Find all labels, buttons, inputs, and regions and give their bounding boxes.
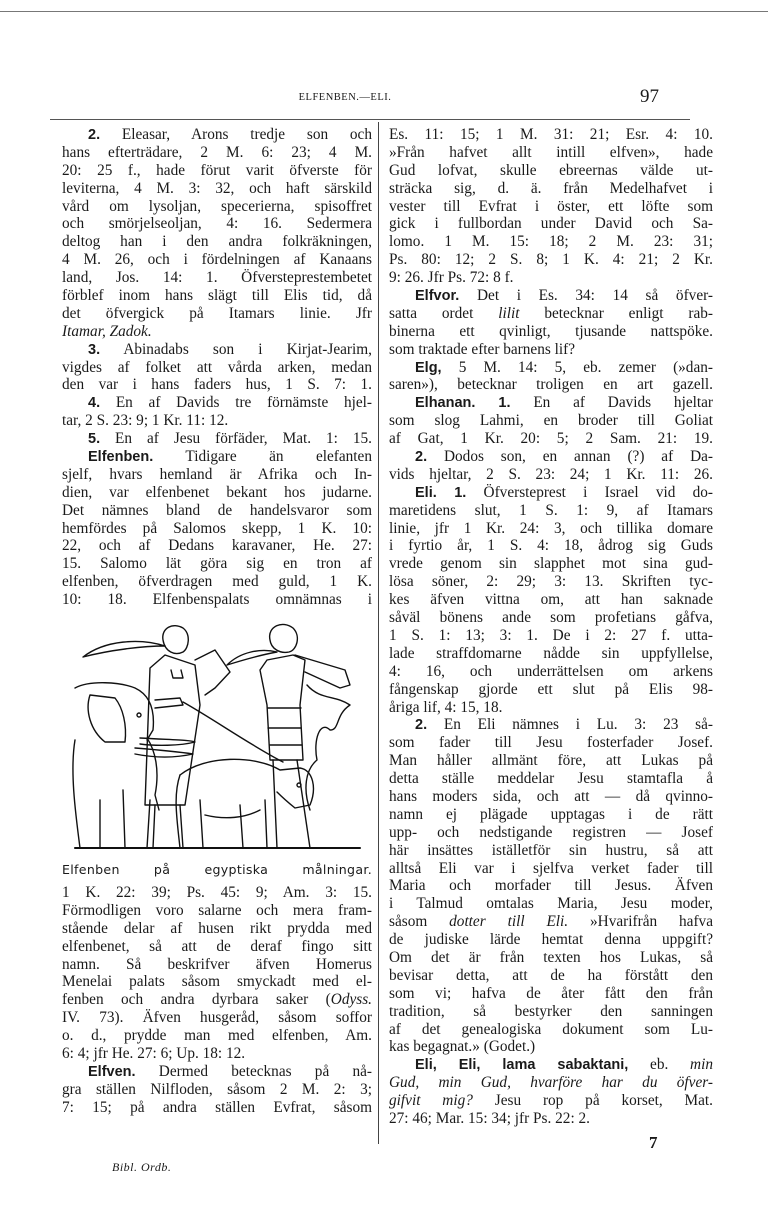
text-line bbox=[389, 520, 713, 538]
text-line bbox=[389, 323, 713, 341]
text-line bbox=[389, 233, 713, 251]
text-line bbox=[389, 627, 713, 645]
text-run: bevisar detta, att de ha förstått den bbox=[389, 966, 713, 984]
text-run: Menelai palats såsom smyckadt med el- bbox=[62, 973, 372, 991]
text-run: gick i fullbordan under David och Sa- bbox=[389, 215, 713, 233]
text-line bbox=[389, 269, 713, 287]
text-line bbox=[389, 1056, 713, 1074]
text-run: tradition, så bestyrker den sanningen bbox=[389, 1002, 713, 1020]
text-run: Öfversteprest i Israel vid do- bbox=[466, 483, 713, 501]
right-column bbox=[389, 126, 713, 1128]
entry-heading: Elhanan. 1. bbox=[415, 395, 511, 412]
text-line bbox=[389, 126, 713, 144]
text-run: Es. 11: 15; 1 M. 31: 21; Esr. 4: 10. bbox=[389, 126, 713, 143]
entry-heading: Eli. 1. bbox=[415, 484, 467, 501]
text-line bbox=[62, 938, 372, 956]
text-run: Man håller allmänt före, att Lukas på bbox=[389, 752, 713, 770]
egyptian-ivory-illustration bbox=[55, 610, 375, 860]
text-run: vids hjeltar, 2 S. 23: 24; 1 Kr. 11: 26. bbox=[389, 465, 713, 483]
text-run: Gud lofvat, skulle ebreernas välde ut- bbox=[389, 161, 713, 179]
text-line bbox=[389, 412, 713, 430]
text-line bbox=[62, 448, 372, 466]
text-run: de judiske lärde hemtat denna uppgift? bbox=[389, 931, 713, 949]
text-run: af det genealogiska dokument som Lu- bbox=[389, 1020, 713, 1038]
text-run: eb. bbox=[628, 1056, 691, 1074]
text-run: såsom bbox=[389, 913, 450, 931]
text-line bbox=[389, 967, 713, 985]
man-carrying-horn bbox=[260, 624, 350, 848]
text-run: Dodos son, en annan (?) af Da- bbox=[427, 448, 713, 466]
italic-text: Gud, min Gud, hvarföre har du öfver- bbox=[389, 1074, 713, 1092]
text-line bbox=[62, 1063, 372, 1081]
text-run: Förmodligen voro salarne och mera fram- bbox=[62, 901, 372, 919]
text-line bbox=[389, 1074, 713, 1092]
text-run: Maria och morfader till Jesus. Äfven bbox=[389, 877, 713, 895]
text-line bbox=[62, 341, 372, 359]
italic-text: Odyss. bbox=[330, 991, 372, 1009]
tusk-carried-left bbox=[83, 641, 165, 657]
text-line bbox=[62, 502, 372, 520]
text-run: elfenben, öfverdragen med guld, 1 K. bbox=[62, 573, 372, 591]
text-line bbox=[62, 323, 372, 341]
entry-heading: 5. bbox=[88, 431, 101, 448]
text-run: IV. 73). Äfven husgeråd, såsom soffor bbox=[62, 1009, 372, 1027]
text-run: fenben och andra dyrbara saker ( bbox=[62, 991, 331, 1009]
text-line bbox=[389, 394, 713, 412]
text-run: lösa söner, 2: 29; 3: 13. Skriften tyc- bbox=[389, 573, 713, 591]
text-run: vård om lysoljan, specerierna, spisoffret bbox=[62, 197, 372, 215]
text-run: gra ställen Nilfloden, såsom 2 M. 2: 3; bbox=[62, 1080, 372, 1098]
entry-heading: Elfvor. bbox=[415, 288, 460, 305]
text-line bbox=[389, 860, 713, 878]
text-run: detta ställe meddelar Jesu stamtafla å bbox=[389, 770, 713, 788]
text-run: 5 M. 14: 5, eb. zemer (»dan- bbox=[441, 358, 713, 376]
text-run: land, Jos. 14: 1. Öfversteprestembetet bbox=[62, 269, 372, 287]
text-line bbox=[62, 269, 372, 287]
text-run: vrede genom sin slapphet mot sina gud- bbox=[389, 555, 713, 573]
text-run: Dermed betecknas på nå- bbox=[135, 1062, 372, 1080]
text-run: sträcka sig, d. ä. från Medelhafvet i bbox=[389, 179, 713, 197]
signature-mark: Bibl. Ordb. bbox=[112, 1160, 172, 1174]
text-line bbox=[62, 1045, 372, 1063]
text-run: En af Davids tre förnämste hjel- bbox=[100, 394, 372, 412]
text-line bbox=[389, 502, 713, 520]
text-run: namn. Så beskrifver äfven Homerus bbox=[62, 955, 372, 973]
text-line bbox=[389, 1092, 713, 1110]
text-run: 7: 15; på andra ställen Evfrat, såsom bbox=[62, 1098, 372, 1116]
text-run: namn ej plägade upptagas i de rätt bbox=[389, 805, 713, 823]
text-run: åriga lif, 4: 15, 18. bbox=[389, 698, 503, 716]
text-line bbox=[389, 1038, 713, 1056]
italic-text: gifvit mig? bbox=[389, 1092, 473, 1110]
text-line bbox=[62, 520, 372, 538]
sheet-number: 7 bbox=[649, 1133, 658, 1152]
text-run: o. d., prydde man med elfenben, Am. bbox=[62, 1027, 372, 1045]
text-line bbox=[389, 985, 713, 1003]
text-line bbox=[62, 162, 372, 180]
text-line bbox=[389, 251, 713, 269]
text-run: 9: 26. Jfr Ps. 72: 8 f. bbox=[389, 269, 514, 287]
text-line bbox=[389, 305, 713, 323]
text-line bbox=[62, 956, 372, 974]
text-line bbox=[62, 305, 372, 323]
text-line bbox=[62, 359, 372, 377]
text-line bbox=[389, 734, 713, 752]
text-run: binerna ett qvinligt, tjusande nattspöke. bbox=[389, 322, 713, 340]
text-run: 6: 4; jfr He. 27: 6; Up. 18: 12. bbox=[62, 1045, 246, 1063]
text-line bbox=[389, 716, 713, 734]
text-run: 15. Salomo lät göra sig en tron af bbox=[62, 555, 372, 573]
text-run: 4 M. 26, och i fördelningen af Kanaans bbox=[62, 251, 372, 269]
text-run: stående delar af husen rikt prydda med bbox=[62, 919, 372, 937]
text-run: hans moders sida, och att — då qvinno- bbox=[389, 787, 713, 805]
text-run: En Eli nämnes i Lu. 3: 23 så- bbox=[427, 716, 713, 734]
text-line bbox=[389, 537, 713, 555]
entry-heading: 2. bbox=[88, 127, 101, 143]
text-line bbox=[389, 430, 713, 448]
italic-text: dotter till Eli. bbox=[449, 913, 569, 931]
text-line bbox=[62, 973, 372, 991]
text-line bbox=[389, 770, 713, 788]
text-line bbox=[62, 1099, 372, 1117]
text-run: här insättes iställetför sin hustru, så att bbox=[389, 841, 713, 859]
text-line bbox=[62, 991, 372, 1009]
text-run: »Från hafvet allt intill elfven», hade bbox=[389, 143, 713, 161]
figure-caption: Elfenben på egyptiska målningar. bbox=[62, 862, 372, 877]
running-header: ELFENBEN.—ELI. bbox=[298, 92, 392, 103]
text-run: Tidigare än elefanten bbox=[153, 448, 372, 466]
text-line bbox=[62, 376, 372, 394]
text-line bbox=[389, 215, 713, 233]
text-run: af Gat, 1 Kr. 20: 5; 2 Sam. 21: 19. bbox=[389, 430, 713, 448]
text-line bbox=[389, 699, 713, 717]
text-run: Ps. 80: 12; 2 S. 8; 1 K. 4: 21; 2 Kr. bbox=[389, 251, 713, 269]
text-run: i fyrtio år, 1 S. 4: 18, ådrog sig Guds bbox=[389, 537, 713, 555]
text-line bbox=[389, 573, 713, 591]
text-line bbox=[389, 681, 713, 699]
text-line bbox=[62, 144, 372, 162]
text-run: dien, var elfenbenet bekant hos judarne. bbox=[62, 483, 372, 501]
text-line bbox=[62, 394, 372, 412]
text-line bbox=[62, 1081, 372, 1099]
text-line bbox=[389, 609, 713, 627]
text-line bbox=[62, 287, 372, 305]
text-run: En af Jesu förfäder, Mat. 1: 15. bbox=[100, 430, 372, 448]
text-run: kas begagnat.» (Godet.) bbox=[389, 1038, 536, 1056]
text-line bbox=[389, 448, 713, 466]
text-line bbox=[389, 162, 713, 180]
text-run: som slog Lahmi, en broder till Goliat bbox=[389, 412, 713, 430]
text-run: maretidens slut, 1 S. 1: 9, af Itamars bbox=[389, 501, 713, 519]
text-line bbox=[62, 126, 372, 144]
text-line bbox=[62, 902, 372, 920]
text-run: lomo. 1 M. 15: 18; 2 M. 23: 31; bbox=[389, 233, 713, 251]
text-line bbox=[389, 341, 713, 359]
text-run: det öfvergick på Itamars linie. Jfr bbox=[62, 304, 372, 322]
text-run: vester till Evfrat i öster, ett löfte som bbox=[389, 197, 713, 215]
italic-text: Itamar, Zadok. bbox=[62, 322, 152, 340]
text-run: hemfördes på Salomos skepp, 1 K. 10: bbox=[62, 519, 372, 537]
text-line bbox=[62, 484, 372, 502]
entry-heading: Elfenben. bbox=[88, 449, 154, 466]
text-run: 1 S. 1: 13; 3: 1. De i 2: 27 f. utta- bbox=[389, 626, 713, 644]
italic-text: lilit bbox=[498, 304, 520, 322]
text-run: 1 K. 22: 39; Ps. 45: 9; Am. 3: 15. bbox=[62, 884, 372, 901]
left-column-top bbox=[62, 126, 372, 609]
text-run: såväl bönens ande som profetians gåfva, bbox=[389, 609, 713, 627]
text-line bbox=[389, 484, 713, 502]
text-run: 22, och af Dedans karavaner, He. 27: bbox=[62, 537, 372, 555]
text-run: som traktade efter barnens lif? bbox=[389, 340, 576, 358]
text-run: vigdes af folket att vårda arken, medan bbox=[62, 358, 372, 376]
tusk-carried-right bbox=[227, 651, 277, 665]
text-run: tar, 2 S. 23: 9; 1 Kr. 11: 12. bbox=[62, 412, 229, 430]
text-line bbox=[389, 877, 713, 895]
text-line bbox=[62, 233, 372, 251]
text-line bbox=[389, 591, 713, 609]
text-line bbox=[389, 359, 713, 377]
text-line bbox=[389, 376, 713, 394]
text-line bbox=[389, 842, 713, 860]
text-line bbox=[389, 663, 713, 681]
text-run: »Hvarifrån hafva bbox=[568, 913, 713, 931]
text-line bbox=[62, 198, 372, 216]
text-run: satta ordet bbox=[389, 304, 499, 322]
text-line bbox=[62, 920, 372, 938]
text-run: i Talmud omtalas Maria, Jesu moder, bbox=[389, 895, 713, 913]
text-run: 10: 18. Elfenbenspalats omnämnas i bbox=[62, 591, 372, 609]
text-run: elfenbenet, så att de deraf fingo sitt bbox=[62, 937, 372, 955]
entry-heading: Elfven. bbox=[88, 1063, 136, 1080]
entry-heading: Elg, bbox=[415, 359, 442, 376]
text-line bbox=[389, 555, 713, 573]
text-line bbox=[389, 466, 713, 484]
text-line bbox=[62, 1009, 372, 1027]
text-line bbox=[62, 430, 372, 448]
text-line bbox=[62, 591, 372, 609]
text-run: saren»), betecknar troligen en art gazell. bbox=[389, 376, 713, 394]
text-line bbox=[62, 1027, 372, 1045]
bull-figure bbox=[176, 759, 313, 848]
text-run: förblef inom hans slägt till Elis tid, då bbox=[62, 287, 372, 305]
text-line bbox=[389, 1021, 713, 1039]
text-run: 20: 25 f., hade förut varit öfverste för bbox=[62, 161, 372, 179]
text-run: betecknar enligt rab- bbox=[519, 304, 713, 322]
text-line bbox=[62, 412, 372, 430]
text-line bbox=[389, 824, 713, 842]
text-line bbox=[389, 931, 713, 949]
text-run: lade straffdomarne nådde sin uppfyllelse, bbox=[389, 644, 713, 662]
text-run: 27: 46; Mar. 15: 34; jfr Ps. 22: 2. bbox=[389, 1109, 590, 1127]
text-line bbox=[389, 180, 713, 198]
entry-heading: Eli, Eli, lama sabaktani, bbox=[415, 1057, 629, 1074]
text-run: och smörjelseoljan, 4: 16. Sedermera bbox=[62, 215, 372, 233]
text-line bbox=[389, 895, 713, 913]
scan-edge-line bbox=[0, 11, 768, 12]
text-run: fångenskap gjorde ett slut på Elis 98- bbox=[389, 680, 713, 698]
text-line bbox=[389, 645, 713, 663]
text-run: 4: 16, och underrättelsen om arkens bbox=[389, 662, 713, 680]
text-line bbox=[389, 144, 713, 162]
text-line bbox=[62, 884, 372, 902]
text-run: upp- och nedstigande registren — Josef bbox=[389, 823, 713, 841]
text-line bbox=[62, 573, 372, 591]
text-run: hans efterträdare, 2 M. 6: 23; 4 M. bbox=[62, 143, 372, 161]
text-line bbox=[389, 806, 713, 824]
text-line bbox=[389, 752, 713, 770]
text-run: den var i hans faders hus, 1 S. 7: 1. bbox=[62, 376, 372, 394]
text-run: Abinadabs son i Kirjat-Jearim, bbox=[100, 340, 372, 358]
text-line bbox=[389, 788, 713, 806]
entry-heading: 4. bbox=[88, 395, 101, 412]
text-line bbox=[62, 251, 372, 269]
text-line bbox=[62, 555, 372, 573]
column-divider bbox=[378, 122, 379, 1144]
entry-heading: 2. bbox=[415, 717, 428, 734]
text-run: sjelf, hvars hemland är Afrika och In- bbox=[62, 465, 372, 483]
text-line bbox=[62, 537, 372, 555]
text-line bbox=[62, 180, 372, 198]
text-run: kes äfven vittna om, att han saknade bbox=[389, 591, 713, 609]
text-line bbox=[389, 198, 713, 216]
left-column-bottom bbox=[62, 884, 372, 1117]
text-run: Om det är från texten hos Lukas, så bbox=[389, 948, 713, 966]
text-run: som vi; hafva de åter fått den från bbox=[389, 984, 713, 1002]
text-run: linie, jfr 1 Kr. 24: 3, och tillika domare bbox=[389, 519, 713, 537]
text-line bbox=[389, 1003, 713, 1021]
page-number: 97 bbox=[640, 86, 659, 107]
text-line bbox=[389, 949, 713, 967]
entry-heading: 2. bbox=[415, 449, 428, 466]
text-line bbox=[389, 913, 713, 931]
text-run: leviterna, 4 M. 3: 32, och haft särskild bbox=[62, 179, 372, 197]
text-run: En af Davids hjeltar bbox=[510, 394, 713, 412]
text-run: alltså Eli var i sjelfva verket fader till bbox=[389, 859, 713, 877]
text-line bbox=[62, 466, 372, 484]
text-run: som fader till Jesu fosterfader Josef. bbox=[389, 734, 713, 752]
text-line bbox=[389, 287, 713, 305]
italic-text: min bbox=[690, 1056, 713, 1074]
man-carrying-tusk bbox=[145, 626, 230, 848]
text-run: Jesu rop på korset, Mat. bbox=[472, 1092, 714, 1110]
text-line bbox=[389, 1110, 713, 1128]
header-rule bbox=[50, 119, 690, 120]
text-run: Det i Es. 34: 14 så öfver- bbox=[459, 287, 713, 305]
text-run: Eleasar, Arons tredje son och bbox=[100, 126, 372, 143]
text-run: deltog han i den andra folkräkningen, bbox=[62, 233, 372, 251]
text-line bbox=[62, 215, 372, 233]
entry-heading: 3. bbox=[88, 341, 101, 358]
text-run: Det nämnes bland de handelsvaror som bbox=[62, 501, 372, 519]
